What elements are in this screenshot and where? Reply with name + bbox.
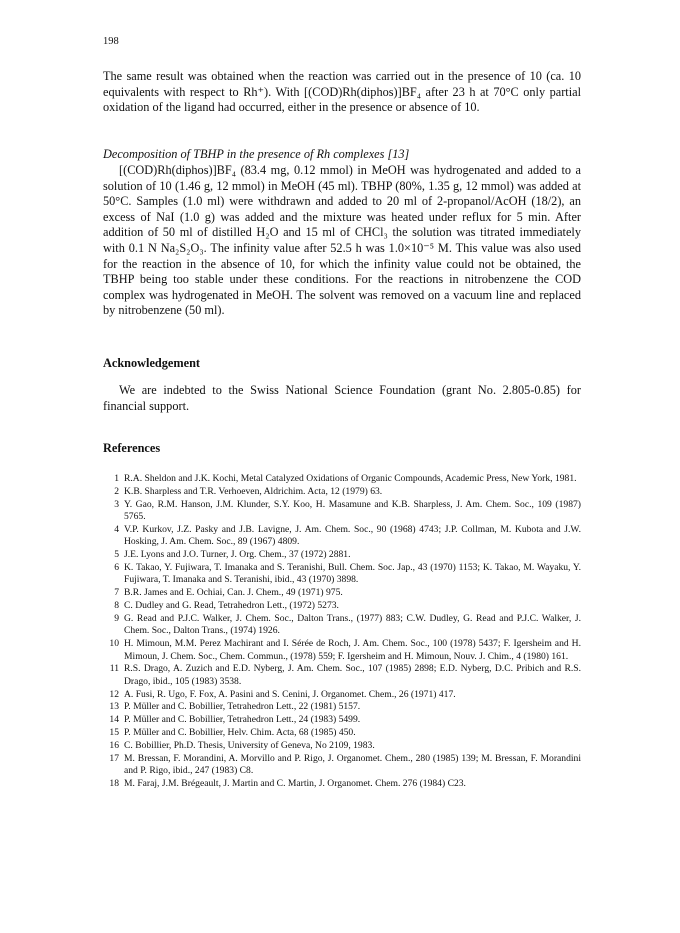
reference-text: P. Müller and C. Bobillier, Tetrahedron Lett., 22 (1981) 5157. bbox=[124, 701, 361, 713]
reference-text: P. Müller and C. Bobillier, Tetrahedron Lett., 24 (1983) 5499. bbox=[124, 714, 361, 726]
reference-item bbox=[103, 600, 581, 612]
reference-item bbox=[103, 499, 581, 524]
reference-number: 11 bbox=[109, 663, 119, 675]
reference-item bbox=[103, 562, 581, 587]
reference-number: 14 bbox=[109, 714, 119, 726]
reference-number: 15 bbox=[109, 727, 119, 739]
reference-text: K.B. Sharpless and T.R. Verhoeven, Aldrichim. Acta, 12 (1979) 63. bbox=[124, 485, 383, 497]
reference-number: 13 bbox=[109, 701, 119, 713]
reference-number: 16 bbox=[109, 740, 119, 752]
reference-text: R.S. Drago, A. Zuzich and E.D. Nyberg, J. Am. Chem. Soc., 107 (1985) 2898; E.D. Nyberg, D.C. Pribich and R.S. Drago, ibid., 105 (1983) 3538. bbox=[124, 663, 581, 687]
reference-item bbox=[103, 524, 581, 549]
reference-item bbox=[103, 701, 581, 713]
reference-number: 7 bbox=[114, 587, 119, 599]
reference-text: B.R. James and E. Ochiai, Can. J. Chem., 49 (1971) 975. bbox=[124, 587, 343, 599]
reference-text: J.E. Lyons and J.O. Turner, J. Org. Chem., 37 (1972) 2881. bbox=[124, 549, 351, 561]
reference-number: 1 bbox=[114, 473, 119, 484]
reference-text: C. Bobillier, Ph.D. Thesis, University of Geneva, No 2109, 1983. bbox=[124, 740, 375, 752]
reference-item bbox=[103, 689, 581, 701]
reference-item bbox=[103, 740, 581, 752]
reference-text: C. Dudley and G. Read, Tetrahedron Lett., (1972) 5273. bbox=[124, 600, 339, 612]
reference-number: 2 bbox=[114, 485, 119, 497]
reference-item bbox=[103, 613, 581, 638]
body-paragraph-2: [(COD)Rh(diphos)]BF₄ (83.4 mg, 0.12 mmol) in MeOH was hydrogenated and added to a solution of 10 (1.46 g, 12 mmol) in MeOH (45 ml). TBHP (80%, 1.35 g, 12 mmol) was added at 50°C. Samples (1.0 ml) were withdrawn and added to 20 ml of 2-propanol/AcOH (18/2), an excess of NaI (1.0 g) was added and the mixture was heated under reflux for 5 min. After addition of 50 ml of distilled H₂O and 15 ml of CHCl₃ the solution was titrated immediately with 0.1 N Na₂S₂O₃. The infinity value after 52.5 h was 1.0×10⁻⁵ M. This value was also used for the reaction in the absence of 10, for which the infinity value could not be obtained, the TBHP being too stable under these conditions. For the reactions in nitrobenzene the COD complex was hydrogenated in MeOH. The solvent was removed on a vacuum line and replaced by nitrobenzene (50 ml). bbox=[103, 163, 581, 318]
reference-text: V.P. Kurkov, J.Z. Pasky and J.B. Lavigne, J. Am. Chem. Soc., 90 (1968) 4743; J.P. Collman, M. Kubota and J.W. Hosking, J. Am. Chem. Soc., 89 (1967) 4809. bbox=[124, 523, 581, 548]
reference-text: M. Bressan, F. Morandini, A. Morvillo and P. Rigo, J. Organomet. Chem., 280 (1985) 139; M. Bressan, F. Morandini and P. Rigo, ibid., 247 (1983) C8. bbox=[124, 753, 581, 777]
reference-text: M. Faraj, J.M. Brégeault, J. Martin and C. Martin, J. Organomet. Chem. 276 (1984) C23. bbox=[124, 778, 466, 790]
reference-text: A. Fusi, R. Ugo, F. Fox, A. Pasini and S. Cenini, J. Organomet. Chem., 26 (1971) 417. bbox=[124, 688, 456, 700]
reference-number: 12 bbox=[109, 688, 119, 700]
reference-number: 9 bbox=[114, 613, 119, 625]
reference-number: 4 bbox=[114, 523, 119, 535]
reference-number: 17 bbox=[109, 753, 119, 765]
reference-item bbox=[103, 473, 581, 485]
body-paragraph-1: The same result was obtained when the reaction was carried out in the presence of 10 (ca. 10 equivalents with respect to Rh⁺). With [(COD)Rh(diphos)]BF₄ after 23 h at 70°C only partial oxidation of the ligand had occurred, either in the presence or absence of 10. bbox=[103, 69, 581, 115]
reference-item bbox=[103, 486, 581, 498]
acknowledgement-heading: Acknowledgement bbox=[103, 356, 201, 370]
reference-item bbox=[103, 778, 581, 790]
reference-number: 3 bbox=[114, 498, 119, 510]
references-heading: References bbox=[103, 441, 161, 455]
reference-number: 18 bbox=[109, 778, 119, 790]
section-subheading: Decomposition of TBHP in the presence of Rh complexes [13] bbox=[103, 147, 410, 161]
reference-text: G. Read and P.J.C. Walker, J. Chem. Soc., Dalton Trans., (1977) 883; C.W. Dudley, G. Read and P.J.C. Walker, J. Chem. Soc., Dalton Trans., (1974) 1926. bbox=[124, 613, 581, 637]
reference-number: 10 bbox=[109, 638, 119, 650]
page-number: 198 bbox=[103, 36, 119, 47]
reference-text: R.A. Sheldon and J.K. Kochi, Metal Catalyzed Oxidations of Organic Compounds, Academic Press, New York, 1981. bbox=[124, 473, 577, 484]
reference-item bbox=[103, 714, 581, 726]
reference-item bbox=[103, 727, 581, 739]
reference-number: 5 bbox=[114, 549, 119, 561]
reference-text: H. Mimoun, M.M. Perez Machirant and I. Sérée de Roch, J. Am. Chem. Soc., 100 (1978) 5437; F. Igersheim and H. Mimoun, J. Chem. Soc., Chem. Commun., (1978) 559; F. Igersheim and H. Mimoun, Nouv. J. Chim., 4 (1980) 161. bbox=[124, 638, 581, 662]
reference-text: P. Müller and C. Bobillier, Helv. Chim. Acta, 68 (1985) 450. bbox=[124, 727, 356, 739]
acknowledgement-text: We are indebted to the Swiss National Science Foundation (grant No. 2.805-0.85) for financial support. bbox=[103, 383, 581, 413]
reference-text: K. Takao, Y. Fujiwara, T. Imanaka and S. Teranishi, Bull. Chem. Soc. Jap., 43 (1970) 1153; K. Takao, M. Wayaku, Y. Fujiwara, T. Imanaka and S. Teranishi, ibid., 43 (1970) 3898. bbox=[124, 562, 581, 586]
reference-number: 6 bbox=[114, 562, 119, 574]
reference-item bbox=[103, 638, 581, 663]
reference-item bbox=[103, 663, 581, 688]
reference-text: Y. Gao, R.M. Hanson, J.M. Klunder, S.Y. Koo, H. Masamune and K.B. Sharpless, J. Am. Chem. Soc., 109 (1987) 5765. bbox=[124, 498, 581, 523]
reference-item bbox=[103, 587, 581, 599]
reference-list bbox=[103, 473, 581, 791]
reference-item bbox=[103, 753, 581, 778]
reference-item bbox=[103, 549, 581, 561]
reference-number: 8 bbox=[114, 600, 119, 612]
